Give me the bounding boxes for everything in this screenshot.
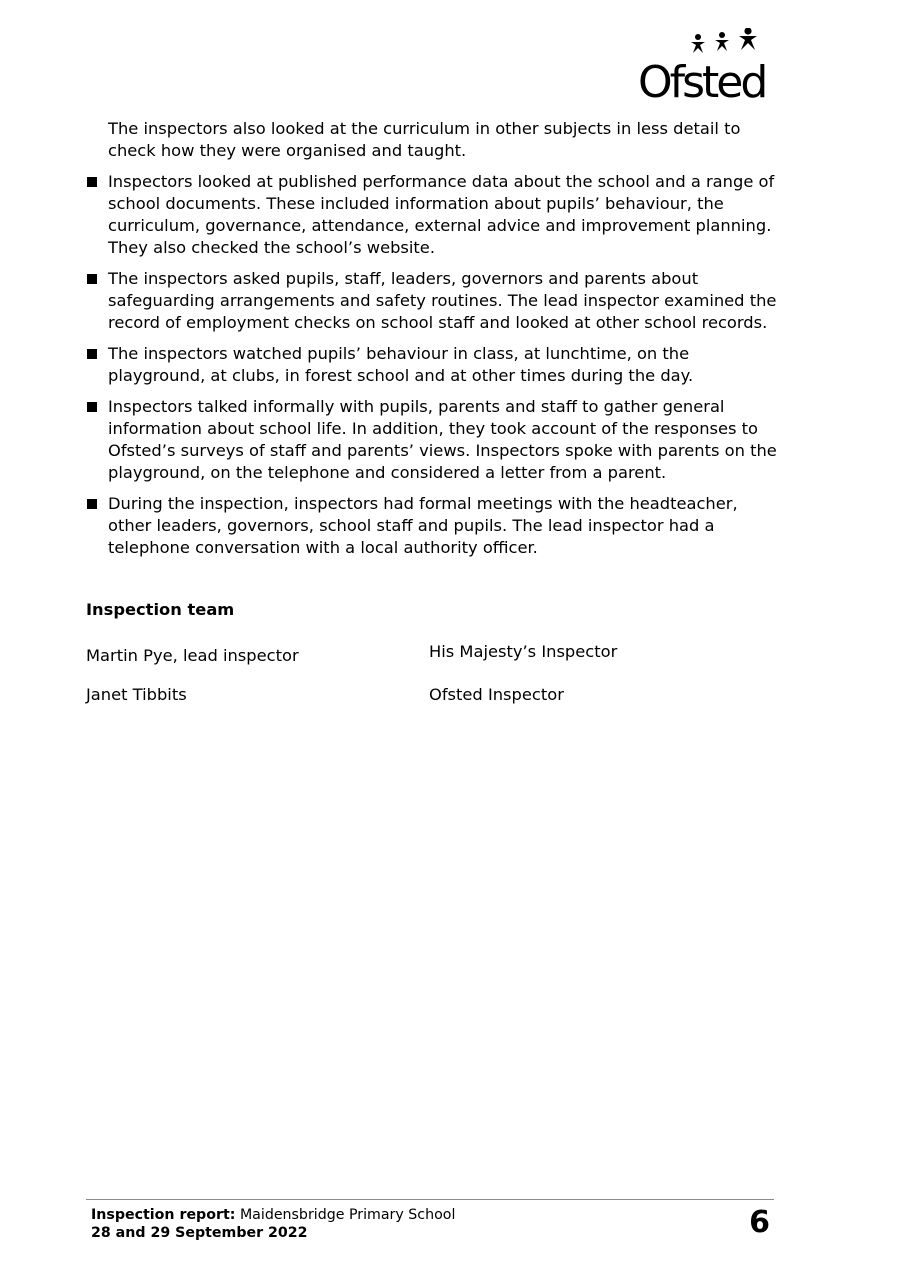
list-item-text: The inspectors asked pupils, staff, leaders, governors and parents about safeguarding arrangements and safety routines. The lead inspector examined the record of employment checks on school staff and looked at other school records. [108,269,777,332]
team-member-name: Martin Pye, lead inspector [86,646,299,665]
list-item [86,493,786,559]
footer-school-name: Maidensbridge Primary School [239,1207,456,1223]
continuation-paragraph: The inspectors also looked at the curriculum in other subjects in less detail to check how they were organised and taught. [108,119,741,160]
team-member-name: Janet Tibbits [86,685,187,704]
main-content [86,118,786,568]
square-bullet-icon [87,402,97,412]
list-item [86,171,786,259]
footer-info [91,1206,455,1242]
footer-divider [86,1199,774,1200]
star-figures-icon [691,28,757,53]
ofsted-logo [636,28,776,102]
footer-report-label: Inspection report: [91,1207,236,1223]
list-item-text: During the inspection, inspectors had formal meetings with the headteacher, other leaders, governors, school staff and pupils. The lead inspector had a telephone conversation with a local authority officer. [108,494,738,557]
team-member-role: Ofsted Inspector [429,685,564,704]
inspection-team-heading: Inspection team [86,600,235,619]
list-item [86,396,786,484]
list-item-text: The inspectors watched pupils’ behaviour in class, at lunchtime, on the playground, at clubs, in forest school and at other times during the day. [108,344,694,385]
square-bullet-icon [87,274,97,284]
bullet-list [86,171,786,559]
logo-wordmark: Ofsted [638,57,766,102]
list-item-text: Inspectors looked at published performance data about the school and a range of school documents. These included information about pupils’ behaviour, the curriculum, governance, attendance, external advice and improvement planning. They also checked the school’s website. [108,172,775,257]
square-bullet-icon [87,499,97,509]
square-bullet-icon [87,177,97,187]
list-item [86,268,786,334]
square-bullet-icon [87,349,97,359]
team-member-role: His Majesty’s Inspector [429,642,618,661]
page-number: 6 [749,1205,770,1240]
list-item-text: Inspectors talked informally with pupils, parents and staff to gather general information about school life. In addition, they took account of the responses to Ofsted’s surveys of staff and parents’ views. Inspectors spoke with parents on the playground, on the telephone and considered a letter from a parent. [108,397,777,482]
footer-dates: 28 and 29 September 2022 [91,1225,308,1241]
list-item [86,343,786,387]
